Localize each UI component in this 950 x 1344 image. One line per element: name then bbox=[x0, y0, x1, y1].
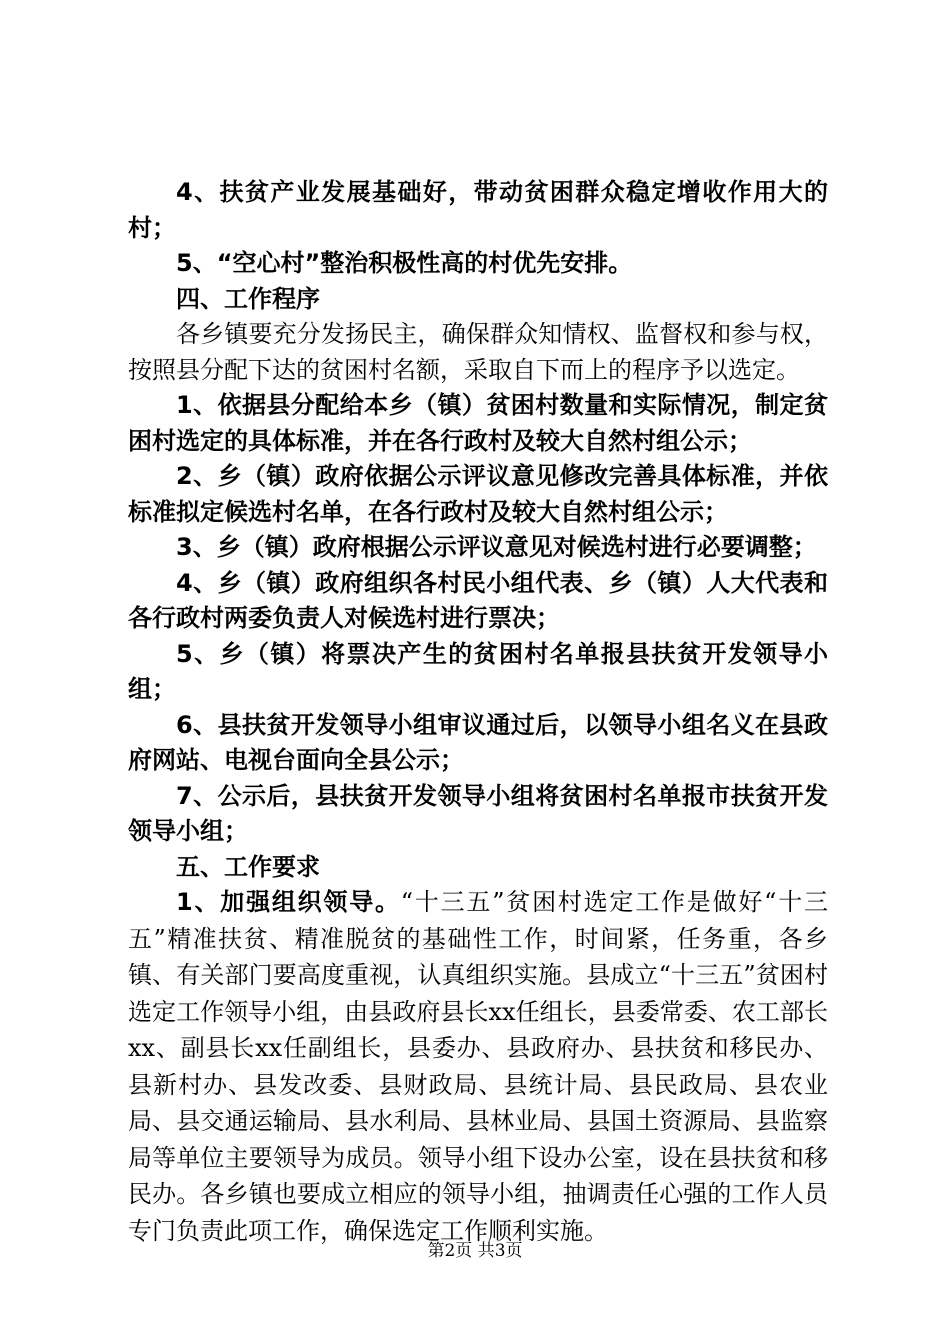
paragraph-step-5: 5、乡（镇）将票决产生的贫困村名单报县扶贫开发领导小组； bbox=[128, 639, 828, 703]
section-heading-requirements: 五、工作要求 bbox=[176, 852, 320, 881]
paragraph-procedure-intro: 各乡镇要充分发扬民主，确保群众知情权、监督权和参与权，按照县分配下达的贫困村名额，采取自下而上的程序予以选定。 bbox=[128, 320, 828, 384]
paragraph-step-7: 7、公示后，县扶贫开发领导小组将贫困村名单报市扶贫开发领导小组； bbox=[128, 781, 828, 845]
paragraph-requirement-1 bbox=[128, 885, 828, 1250]
paragraph-step-4: 4、乡（镇）政府组织各村民小组代表、乡（镇）人大代表和各行政村两委负责人对候选村进行票决； bbox=[128, 568, 828, 632]
section-heading-procedure: 四、工作程序 bbox=[176, 284, 320, 313]
page-number-label: 第2页 共3页 bbox=[427, 1241, 523, 1261]
paragraph-step-6: 6、县扶贫开发领导小组审议通过后，以领导小组名义在县政府网站、电视台面向全县公示； bbox=[128, 710, 828, 774]
document-body bbox=[128, 175, 828, 1250]
requirement-1-body: “十三五”贫困村选定工作是做好“十三五”精准扶贫、精准脱贫的基础性工作，时间紧，任务重，各乡镇、有关部门要高度重视，认真组织实施。县成立“十三五”贫困村选定工作领导小组，由县政府县长xx任组长，县委常委、农工部长xx、副县长xx任副组长，县委办、县政府办、县扶贫和移民办、县新村办、县发改委、县财政局、县统计局、县民政局、县农业局、县交通运输局、县水利局、县林业局、县国土资源局、县监察局等单位主要领导为成员。领导小组下设办公室，设在县扶贫和移民办。各乡镇也要成立相应的领导小组，抽调责任心强的工作人员专门负责此项工作，确保选定工作顺利实施。 bbox=[128, 888, 828, 1245]
paragraph-item-5-criteria: 5、“空心村”整治积极性高的村优先安排。 bbox=[176, 249, 633, 277]
paragraph-item-4-criteria: 4、扶贫产业发展基础好，带动贫困群众稳定增收作用大的村； bbox=[128, 178, 828, 242]
requirement-1-title: 1、加强组织领导。 bbox=[176, 888, 401, 916]
paragraph-step-1: 1、依据县分配给本乡（镇）贫困村数量和实际情况，制定贫困村选定的具体标准，并在各行政村及较大自然村组公示； bbox=[128, 391, 828, 455]
page-footer bbox=[0, 1240, 950, 1262]
paragraph-step-3: 3、乡（镇）政府根据公示评议意见对候选村进行必要调整； bbox=[176, 533, 817, 561]
paragraph-step-2: 2、乡（镇）政府依据公示评议意见修改完善具体标准，并依标准拟定候选村名单，在各行政村及较大自然村组公示； bbox=[128, 462, 828, 526]
